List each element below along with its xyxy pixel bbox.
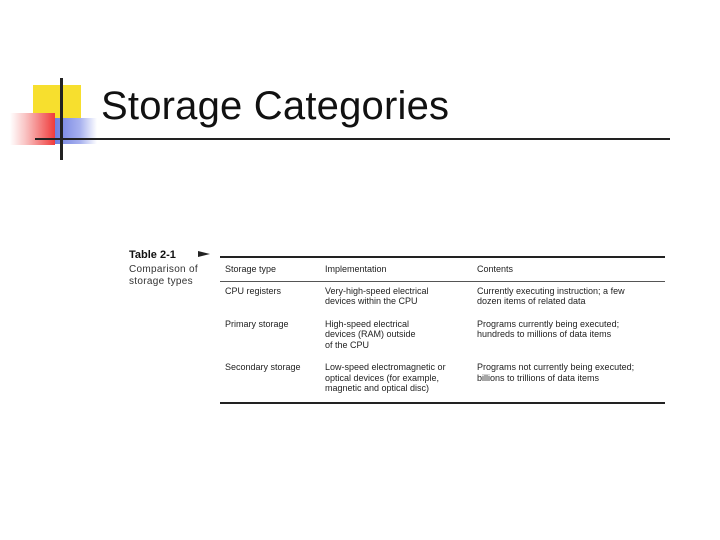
table-number: Table 2-1 bbox=[129, 249, 176, 261]
title-underline bbox=[35, 138, 670, 140]
cell-implementation bbox=[320, 358, 472, 402]
cell-line: devices within the CPU bbox=[325, 296, 418, 306]
cell-implementation bbox=[320, 282, 472, 315]
slide-title: Storage Categories bbox=[101, 84, 450, 128]
arrow-marker-icon bbox=[198, 251, 210, 257]
cell-implementation bbox=[320, 315, 472, 359]
table-caption-line: storage types bbox=[129, 276, 193, 287]
table-row bbox=[220, 282, 665, 315]
cell-contents bbox=[472, 358, 665, 402]
cell-storage-type: Secondary storage bbox=[225, 362, 301, 372]
column-header-storage-type: Storage type bbox=[225, 264, 277, 274]
cell-line: Currently executing instruction; a few bbox=[477, 285, 625, 296]
cell-storage-type: CPU registers bbox=[225, 285, 282, 296]
decorative-vertical-line bbox=[60, 78, 63, 160]
cell-line: Very-high-speed electrical bbox=[325, 285, 429, 296]
cell-contents bbox=[472, 282, 665, 315]
cell-line: hundreds to millions of data items bbox=[477, 329, 612, 339]
table-header-row bbox=[220, 258, 665, 281]
table-bottom-rule bbox=[220, 402, 665, 404]
cell-line: Programs not currently being executed; bbox=[477, 362, 635, 372]
cell-line: High-speed electrical bbox=[325, 318, 410, 329]
table-row bbox=[220, 315, 665, 359]
cell-contents bbox=[472, 315, 665, 359]
table-caption-line: Comparison of bbox=[129, 264, 198, 275]
column-header-contents: Contents bbox=[477, 264, 514, 274]
cell-line: billions to trillions of data items bbox=[477, 372, 600, 383]
table-caption bbox=[129, 264, 219, 288]
decorative-red-block bbox=[10, 113, 55, 145]
cell-line: devices (RAM) outside bbox=[325, 329, 416, 339]
cell-storage-type: Primary storage bbox=[225, 318, 289, 329]
cell-line: dozen items of related data bbox=[477, 296, 586, 306]
cell-line: Programs currently being executed; bbox=[477, 318, 620, 329]
table-row bbox=[220, 358, 665, 402]
cell-line: Low-speed electromagnetic or bbox=[325, 362, 446, 372]
cell-line: magnetic and optical disc) bbox=[325, 383, 430, 393]
column-header-implementation: Implementation bbox=[325, 264, 387, 274]
cell-line: optical devices (for example, bbox=[325, 372, 440, 383]
comparison-table bbox=[220, 256, 665, 404]
cell-line: of the CPU bbox=[325, 339, 370, 350]
